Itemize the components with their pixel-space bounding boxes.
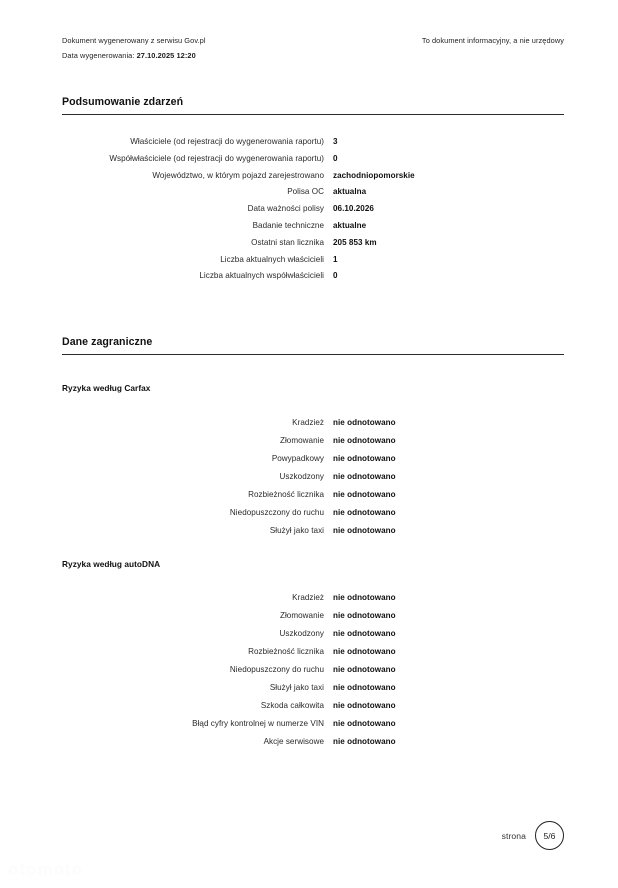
autodna-row xyxy=(62,680,564,695)
autodna-row xyxy=(62,698,564,713)
summary-rows xyxy=(62,134,564,285)
autodna-row xyxy=(62,626,564,641)
carfax-row-value: nie odnotowano xyxy=(333,436,396,445)
autodna-row-label: Służył jako taxi xyxy=(269,683,324,692)
carfax-subsection-title: Ryzyka według Carfax xyxy=(62,383,151,393)
carfax-row-value: nie odnotowano xyxy=(333,508,396,517)
autodna-subsection-title: Ryzyka według autoDNA xyxy=(62,559,161,569)
autodna-row xyxy=(62,662,564,677)
summary-row xyxy=(62,134,564,149)
autodna-row-label: Niedopuszczony do ruchu xyxy=(229,665,324,674)
summary-row xyxy=(62,168,564,183)
summary-row-value: aktualna xyxy=(333,187,367,197)
summary-row xyxy=(62,218,564,233)
summary-row-value: 0 xyxy=(333,271,338,281)
autodna-row-value: nie odnotowano xyxy=(333,701,396,710)
summary-row-value: 1 xyxy=(333,254,338,264)
summary-row-value: 0 xyxy=(333,153,338,163)
foreign-section-title: Dane zagraniczne xyxy=(62,336,153,348)
summary-row-label: Polisa OC xyxy=(287,187,324,197)
autodna-row-label: Szkoda całkowita xyxy=(260,701,324,710)
page-number-badge: 5/6 xyxy=(535,821,564,850)
carfax-row xyxy=(62,469,564,484)
document-generated-line xyxy=(62,48,206,63)
autodna-row-label: Błąd cyfry kontrolnej w numerze VIN xyxy=(192,719,324,728)
summary-row-value: 205 853 km xyxy=(333,237,377,247)
document-source-line: Dokument wygenerowany z serwisu Gov.pl xyxy=(62,36,206,45)
document-notice: To dokument informacyjny, a nie urzędowy xyxy=(421,36,564,45)
summary-row xyxy=(62,151,564,166)
autodna-row-value: nie odnotowano xyxy=(333,683,396,692)
summary-row xyxy=(62,235,564,250)
autodna-row-label: Rozbieżność licznika xyxy=(248,647,324,656)
summary-row-value: aktualne xyxy=(333,220,367,230)
carfax-row xyxy=(62,433,564,448)
summary-row-label: Liczba aktualnych współwłaścicieli xyxy=(199,271,324,281)
autodna-row-value: nie odnotowano xyxy=(333,737,396,746)
summary-row-label: Współwłaściciele (od rejestracji do wygenerowania raportu) xyxy=(109,153,324,163)
autodna-row-label: Kradzież xyxy=(292,593,324,602)
summary-row-value: 06.10.2026 xyxy=(333,204,374,214)
carfax-row xyxy=(62,523,564,538)
autodna-row-label: Akcje serwisowe xyxy=(263,737,324,746)
autodna-row xyxy=(62,644,564,659)
autodna-row-value: nie odnotowano xyxy=(333,629,396,638)
summary-row xyxy=(62,268,564,283)
watermark: otomoto xyxy=(8,860,84,879)
document-origin-block xyxy=(62,33,206,63)
carfax-risk-rows xyxy=(62,415,564,541)
carfax-row-value: nie odnotowano xyxy=(333,490,396,499)
carfax-row-label: Służył jako taxi xyxy=(269,526,324,535)
summary-section-title: Podsumowanie zdarzeń xyxy=(62,96,184,108)
summary-row-label: Data ważności polisy xyxy=(247,204,324,214)
carfax-row-value: nie odnotowano xyxy=(333,472,396,481)
summary-row-label: Województwo, w którym pojazd zarejestrowano xyxy=(152,170,324,180)
carfax-row-label: Rozbieżność licznika xyxy=(248,490,324,499)
generated-label: Data wygenerowania: xyxy=(62,51,135,60)
summary-row-label: Liczba aktualnych właścicieli xyxy=(220,254,324,264)
summary-row xyxy=(62,184,564,199)
autodna-row xyxy=(62,734,564,749)
carfax-row xyxy=(62,451,564,466)
page-footer xyxy=(502,821,564,850)
autodna-row-label: Złomowanie xyxy=(279,611,324,620)
autodna-row-value: nie odnotowano xyxy=(333,647,396,656)
foreign-section-header xyxy=(62,336,564,355)
autodna-row xyxy=(62,608,564,623)
carfax-row-label: Powypadkowy xyxy=(271,454,324,463)
autodna-row-value: nie odnotowano xyxy=(333,665,396,674)
carfax-row-label: Uszkodzony xyxy=(279,472,324,481)
autodna-row-label: Uszkodzony xyxy=(279,629,324,638)
summary-section-header xyxy=(62,96,564,115)
generated-value: 27.10.2025 12:20 xyxy=(136,51,196,60)
carfax-row-label: Kradzież xyxy=(292,418,324,427)
summary-row-label: Właściciele (od rejestracji do wygenerowania raportu) xyxy=(130,137,324,146)
carfax-row-value: nie odnotowano xyxy=(333,526,396,535)
document-header xyxy=(62,33,564,63)
autodna-row xyxy=(62,716,564,731)
summary-row-label: Ostatni stan licznika xyxy=(251,237,324,247)
autodna-row-value: nie odnotowano xyxy=(333,611,396,620)
summary-row-value: zachodniopomorskie xyxy=(333,170,415,180)
summary-row-label: Badanie techniczne xyxy=(252,220,324,230)
carfax-row-value: nie odnotowano xyxy=(333,418,396,427)
autodna-risk-rows xyxy=(62,590,564,752)
carfax-row-label: Niedopuszczony do ruchu xyxy=(229,508,324,517)
autodna-row-value: nie odnotowano xyxy=(333,719,396,728)
carfax-row xyxy=(62,505,564,520)
autodna-row-value: nie odnotowano xyxy=(333,593,396,602)
carfax-row xyxy=(62,415,564,430)
foreign-section-divider xyxy=(62,354,564,355)
carfax-row-label: Złomowanie xyxy=(279,436,324,445)
carfax-row-value: nie odnotowano xyxy=(333,454,396,463)
page-label: strona xyxy=(501,830,526,841)
summary-row-value: 3 xyxy=(333,137,338,146)
summary-section-divider xyxy=(62,114,564,115)
summary-row xyxy=(62,252,564,267)
summary-row xyxy=(62,201,564,216)
autodna-row xyxy=(62,590,564,605)
carfax-row xyxy=(62,487,564,502)
